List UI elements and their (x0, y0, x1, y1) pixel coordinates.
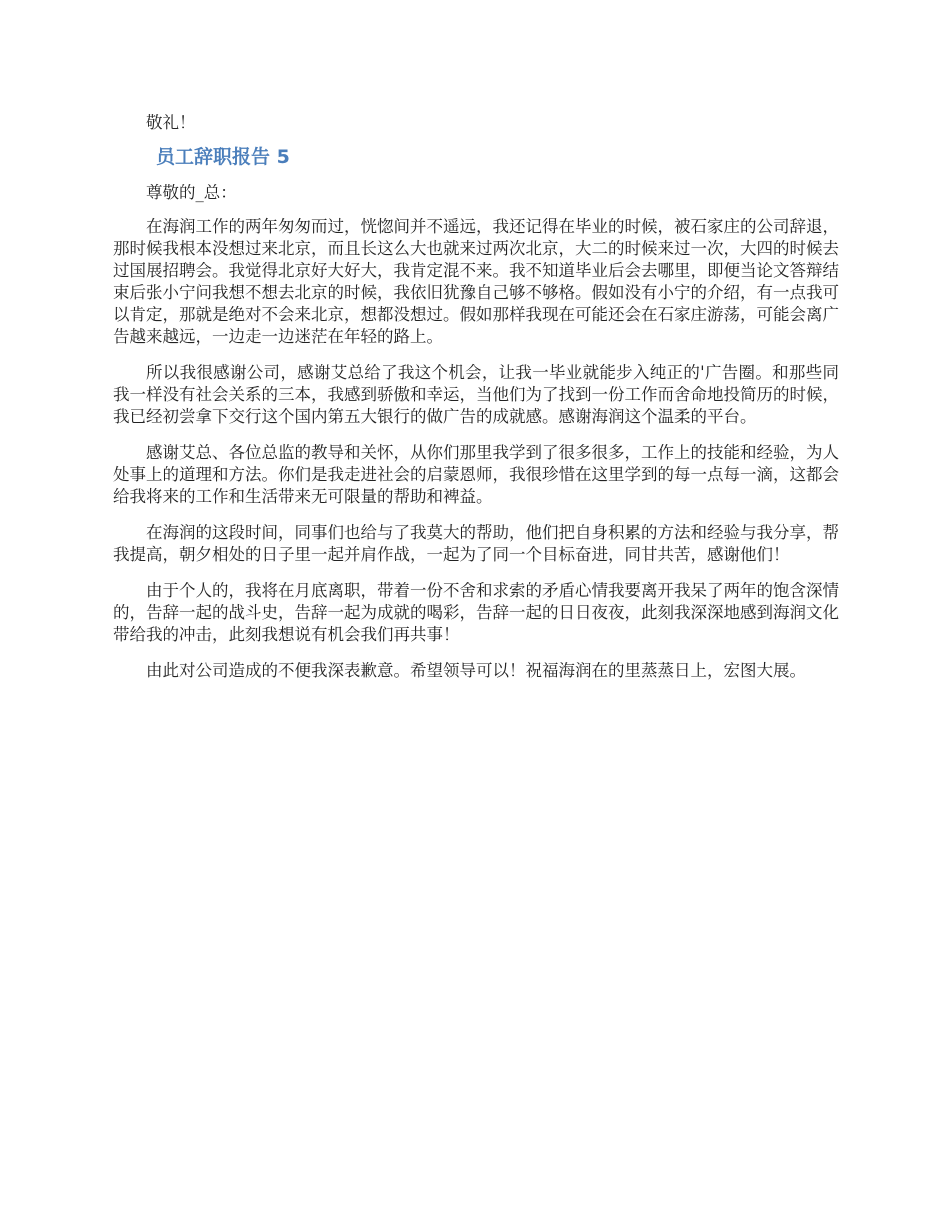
salutation-line: 尊敬的_总： (146, 183, 237, 202)
section-heading: 员工辞职报告 5 (156, 146, 290, 168)
body-paragraph: 由于个人的，我将在月底离职，带着一份不舍和求索的矛盾心情我要离开我呆了两年的饱含深情的，告辞一起的战斗史，告辞一起为成就的喝彩，告辞一起的日日夜夜，此刻我深深地感到海润文化带给我的冲击，此刻我想说有机会我们再共事！ (113, 581, 839, 644)
closing-line: 敬礼！ (146, 113, 196, 132)
document-body (113, 112, 839, 696)
body-paragraph: 感谢艾总、各位总监的教导和关怀，从你们那里我学到了很多很多，工作上的技能和经验，为人处事上的道理和方法。你们是我走进社会的启蒙恩师，我很珍惜在这里学到的每一点每一滴，这都会给我将来的工作和生活带来无可限量的帮助和裨益。 (113, 443, 839, 506)
body-paragraph: 由此对公司造成的不便我深表歉意。希望领导可以！祝福海润在的里蒸蒸日上，宏图大展。 (146, 661, 806, 680)
body-paragraph: 在海润的这段时间，同事们也给与了我莫大的帮助，他们把自身积累的方法和经验与我分享，帮我提高，朝夕相处的日子里一起并肩作战，一起为了同一个目标奋进，同甘共苦，感谢他们！ (113, 523, 839, 564)
body-paragraph: 在海润工作的两年匆匆而过，恍惚间并不遥远，我还记得在毕业的时候，被石家庄的公司辞退，那时候我根本没想过来北京，而且长这么大也就来过两次北京，大二的时候来过一次，大四的时候去过国展招聘会。我觉得北京好大好大，我肯定混不来。我不知道毕业后会去哪里，即便当论文答辩结束后张小宁问我想不想去北京的时候，我依旧犹豫自己够不够格。假如没有小宁的介绍，有一点我可以肯定，那就是绝对不会来北京，想都没想过。假如那样我现在可能还会在石家庄游荡，可能会离广告越来越远，一边走一边迷茫在年轻的路上。 (113, 217, 839, 346)
body-paragraph: 所以我很感谢公司，感谢艾总给了我这个机会，让我一毕业就能步入纯正的'广告圈。和那些同我一样没有社会关系的三本，我感到骄傲和幸运，当他们为了找到一份工作而舍命地投简历的时候，我已经初尝拿下交行这个国内第五大银行的做广告的成就感。感谢海润这个温柔的平台。 (113, 363, 839, 426)
